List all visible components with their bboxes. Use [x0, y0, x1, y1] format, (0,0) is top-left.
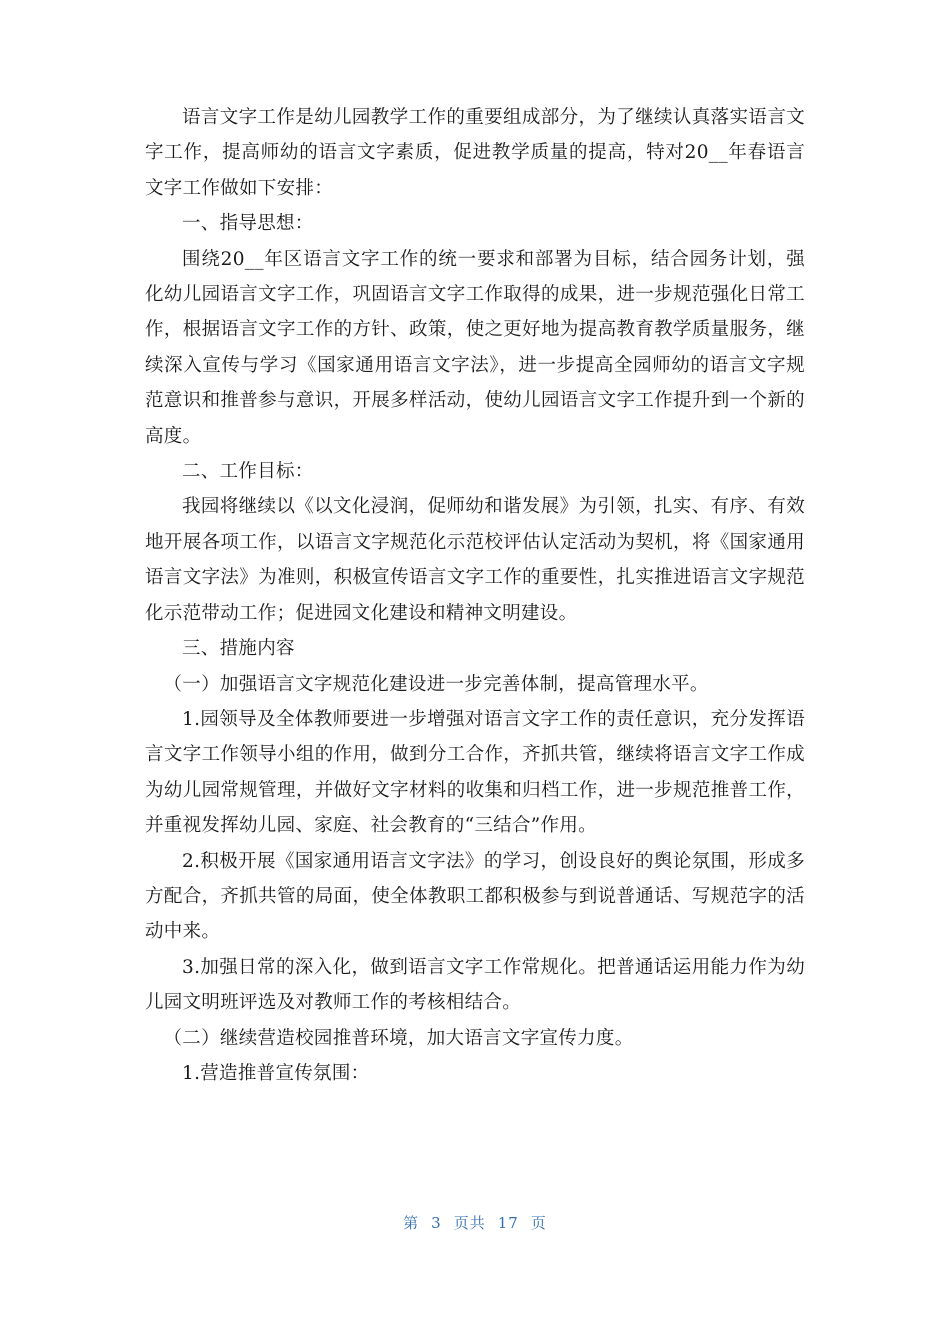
section-heading-guiding-ideology: 一、指导思想： — [182, 213, 314, 235]
footer-middle: 页共 — [453, 1214, 486, 1232]
intro-paragraph: 语言文字工作是幼儿园教学工作的重要组成部分，为了继续认真落实语言文字工作，提高师幼的语言文字素质，促进教学质量的提高，特对20__年春语言文字工作做如下安排： — [145, 107, 805, 199]
section-heading-measures: 三、措施内容 — [182, 638, 295, 660]
footer-suffix: 页 — [530, 1214, 547, 1232]
guiding-ideology-paragraph: 围绕20__年区语言文字工作的统一要求和部署为目标，结合园务计划，强化幼儿园语言文字工作，巩固语言文字工作取得的成果，进一步规范强化日常工作，根据语言文字工作的方针、政策，使之更好地为提高教育教学质量服务，继续深入宣传与学习《国家通用语言文字法》，进一步提高全园师幼的语言文字规范意识和推普参与意识，开展多样活动，使幼儿园语言文字工作提升到一个新的高度。 — [145, 248, 805, 447]
work-goals-paragraph: 我园将继续以《以文化浸润，促师幼和谐发展》为引领，扎实、有序、有效地开展各项工作，以语言文字规范化示范校评估认定活动为契机，将《国家通用语言文字法》为准则，积极宣传语言文字工作的重要性，扎实推进语言文字规范化示范带动工作；促进园文化建设和精神文明建设。 — [145, 496, 805, 624]
page-footer — [0, 1212, 950, 1233]
footer-page-number: 3 — [431, 1214, 442, 1232]
section-heading-work-goals: 二、工作目标： — [182, 461, 314, 483]
footer-total-pages: 17 — [497, 1214, 519, 1232]
measure-item-2: 2.积极开展《国家通用语言文字法》的学习，创设良好的舆论氛围，形成多方配合，齐抓共管的局面，使全体教职工都积极参与到说普通话、写规范字的活动中来。 — [145, 850, 805, 943]
subsection-heading-2: （二）继续营造校园推普环境，加大语言文字宣传力度。 — [163, 1027, 634, 1049]
footer-prefix: 第 — [403, 1214, 420, 1232]
document-body — [145, 100, 805, 1091]
measure-item-3: 3.加强日常的深入化，做到语言文字工作常规化。把普通话运用能力作为幼儿园文明班评选及对教师工作的考核相结合。 — [145, 956, 805, 1014]
promotion-item-1: 1.营造推普宣传氛围： — [182, 1062, 370, 1084]
measure-item-1: 1.园领导及全体教师要进一步增强对语言文字工作的责任意识，充分发挥语言文字工作领导小组的作用，做到分工合作，齐抓共管，继续将语言文字工作成为幼儿园常规管理，并做好文字材料的收集和归档工作，进一步规范推普工作，并重视发挥幼儿园、家庭、社会教育的“三结合”作用。 — [145, 708, 805, 837]
subsection-heading-1: （一）加强语言文字规范化建设进一步完善体制，提高管理水平。 — [163, 673, 709, 695]
